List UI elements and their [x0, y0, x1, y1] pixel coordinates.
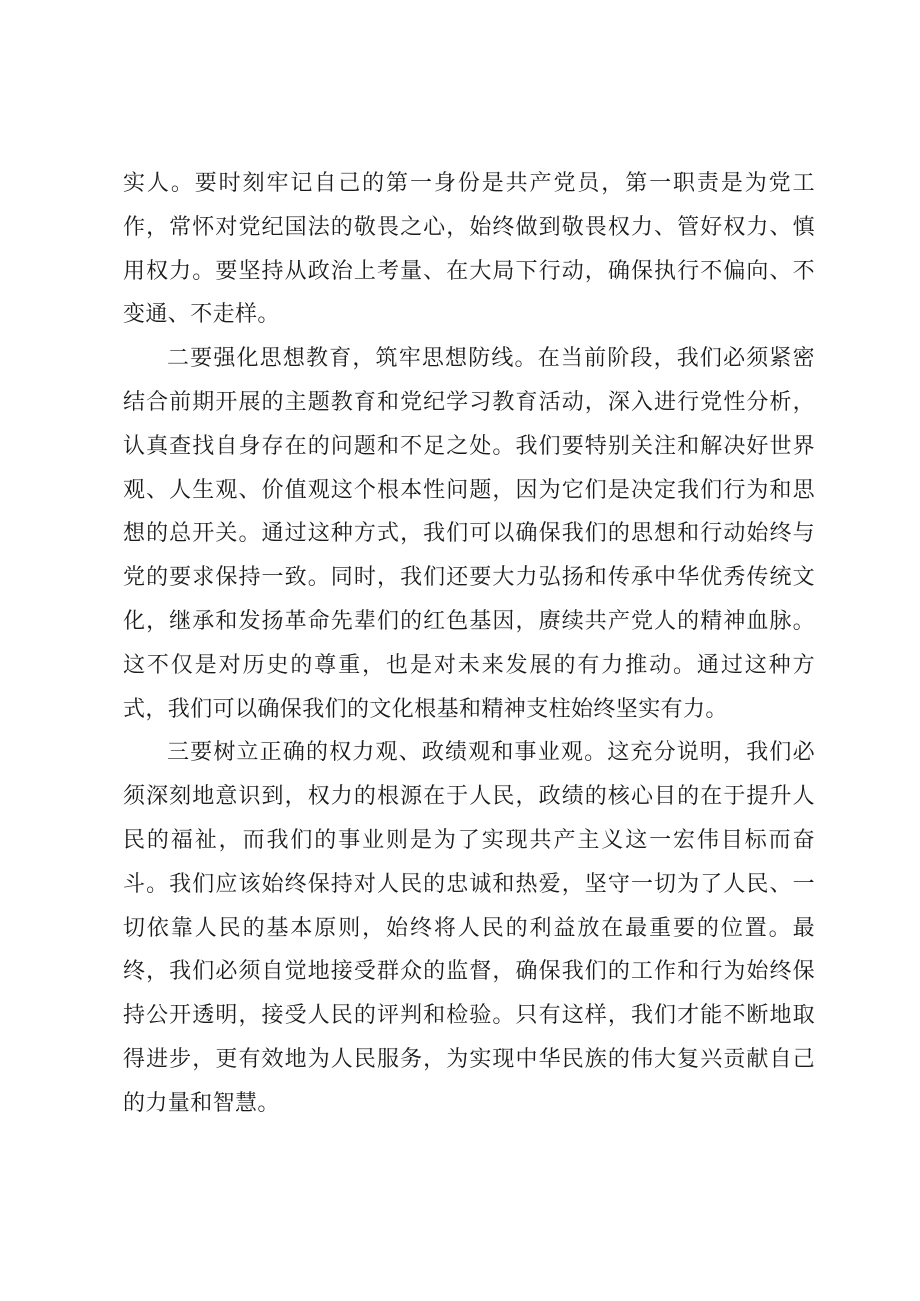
paragraph-continuation: 实人。要时刻牢记自己的第一身份是共产党员，第一职责是为党工作，常怀对党纪国法的敬畏之心，始终做到敬畏权力、管好权力、慎用权力。要坚持从政治上考量、在大局下行动，确保执行不偏向、不变通、不走样。 — [123, 171, 815, 328]
document-body — [123, 162, 815, 1126]
paragraph-thought-education: 二要强化思想教育，筑牢思想防线。在当前阶段，我们必须紧密结合前期开展的主题教育和党纪学习教育活动，深入进行党性分析，认真查找自身存在的问题和不足之处。我们要特别关注和解决好世界观、人生观、价值观这个根本性问题，因为它们是决定我们行为和思想的总开关。通过这种方式，我们可以确保我们的思想和行动始终与党的要求保持一致。同时，我们还要大力弘扬和传承中华优秀传统文化，继承和发扬革命先辈们的红色基因，赓续共产党人的精神血脉。这不仅是对历史的尊重，也是对未来发展的有力推动。通过这种方式，我们可以确保我们的文化根基和精神支柱始终坚实有力。 — [123, 346, 815, 722]
paragraph-power-view: 三要树立正确的权力观、政绩观和事业观。这充分说明，我们必须深刻地意识到，权力的根源在于人民，政绩的核心目的在于提升人民的福祉，而我们的事业则是为了实现共产主义这一宏伟目标而奋斗。我们应该始终保持对人民的忠诚和热爱，坚守一切为了人民、一切依靠人民的基本原则，始终将人民的利益放在最重要的位置。最终，我们必须自觉地接受群众的监督，确保我们的工作和行为始终保持公开透明，接受人民的评判和检验。只有这样，我们才能不断地取得进步，更有效地为人民服务，为实现中华民族的伟大复兴贡献自己的力量和智慧。 — [123, 740, 815, 1116]
